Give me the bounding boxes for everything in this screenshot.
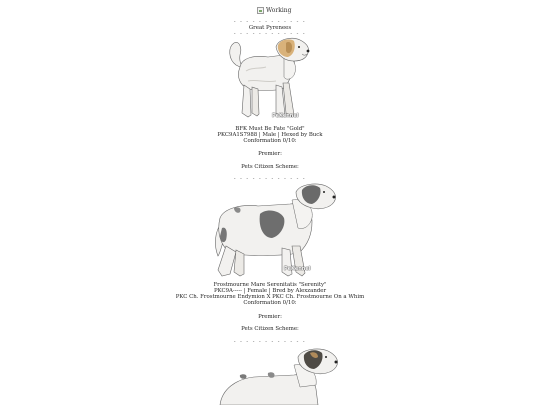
separator-top: - - - - - - - - - - - -: [233, 19, 307, 25]
watermark-serenity: PeKennel: [284, 266, 311, 272]
watermark-gold: PeKennel: [272, 113, 299, 119]
dog-conformation-gold: Conformation 0/10:: [243, 138, 297, 144]
working-image-alt: Working: [266, 6, 292, 14]
dog-image-serenity: [208, 182, 338, 280]
dog-parents-serenity: PKC Ch. Frostmourne Endymion X PKC Ch. Frostmourne On a Whim: [175, 294, 365, 300]
dog-image-gold: [226, 37, 312, 123]
dog-pcs-gold: Pets Citizen Scheme:: [241, 164, 299, 170]
dog-name-serenity: Frostmourne Mare Serenitatis "Serenity": [213, 282, 327, 288]
dog-registry-gold: PKC9A1S7988 | Male | Hexed by Buck: [217, 132, 323, 138]
working-image: [257, 5, 292, 15]
broken-image-icon: [257, 7, 264, 14]
dog-premier-gold: Premier:: [258, 151, 282, 157]
dog-pcs-serenity: Pets Citizen Scheme:: [241, 326, 299, 332]
dog-image-third: [214, 345, 340, 405]
dog-registry-serenity: PKC9A----- | Female | Bred by Alexzander: [213, 288, 327, 294]
dog-name-gold: BFK Must Be Fate "Gold": [235, 126, 305, 132]
separator-serenity: - - - - - - - - - - - -: [233, 339, 307, 345]
dog-conformation-serenity: Conformation 0/10:: [243, 300, 297, 306]
breed-heading: Great Pyrenees: [248, 25, 292, 31]
separator-breed: - - - - - - - - - - - -: [233, 31, 307, 37]
dog-premier-serenity: Premier:: [258, 314, 282, 320]
separator-gold: - - - - - - - - - - - -: [233, 176, 307, 182]
